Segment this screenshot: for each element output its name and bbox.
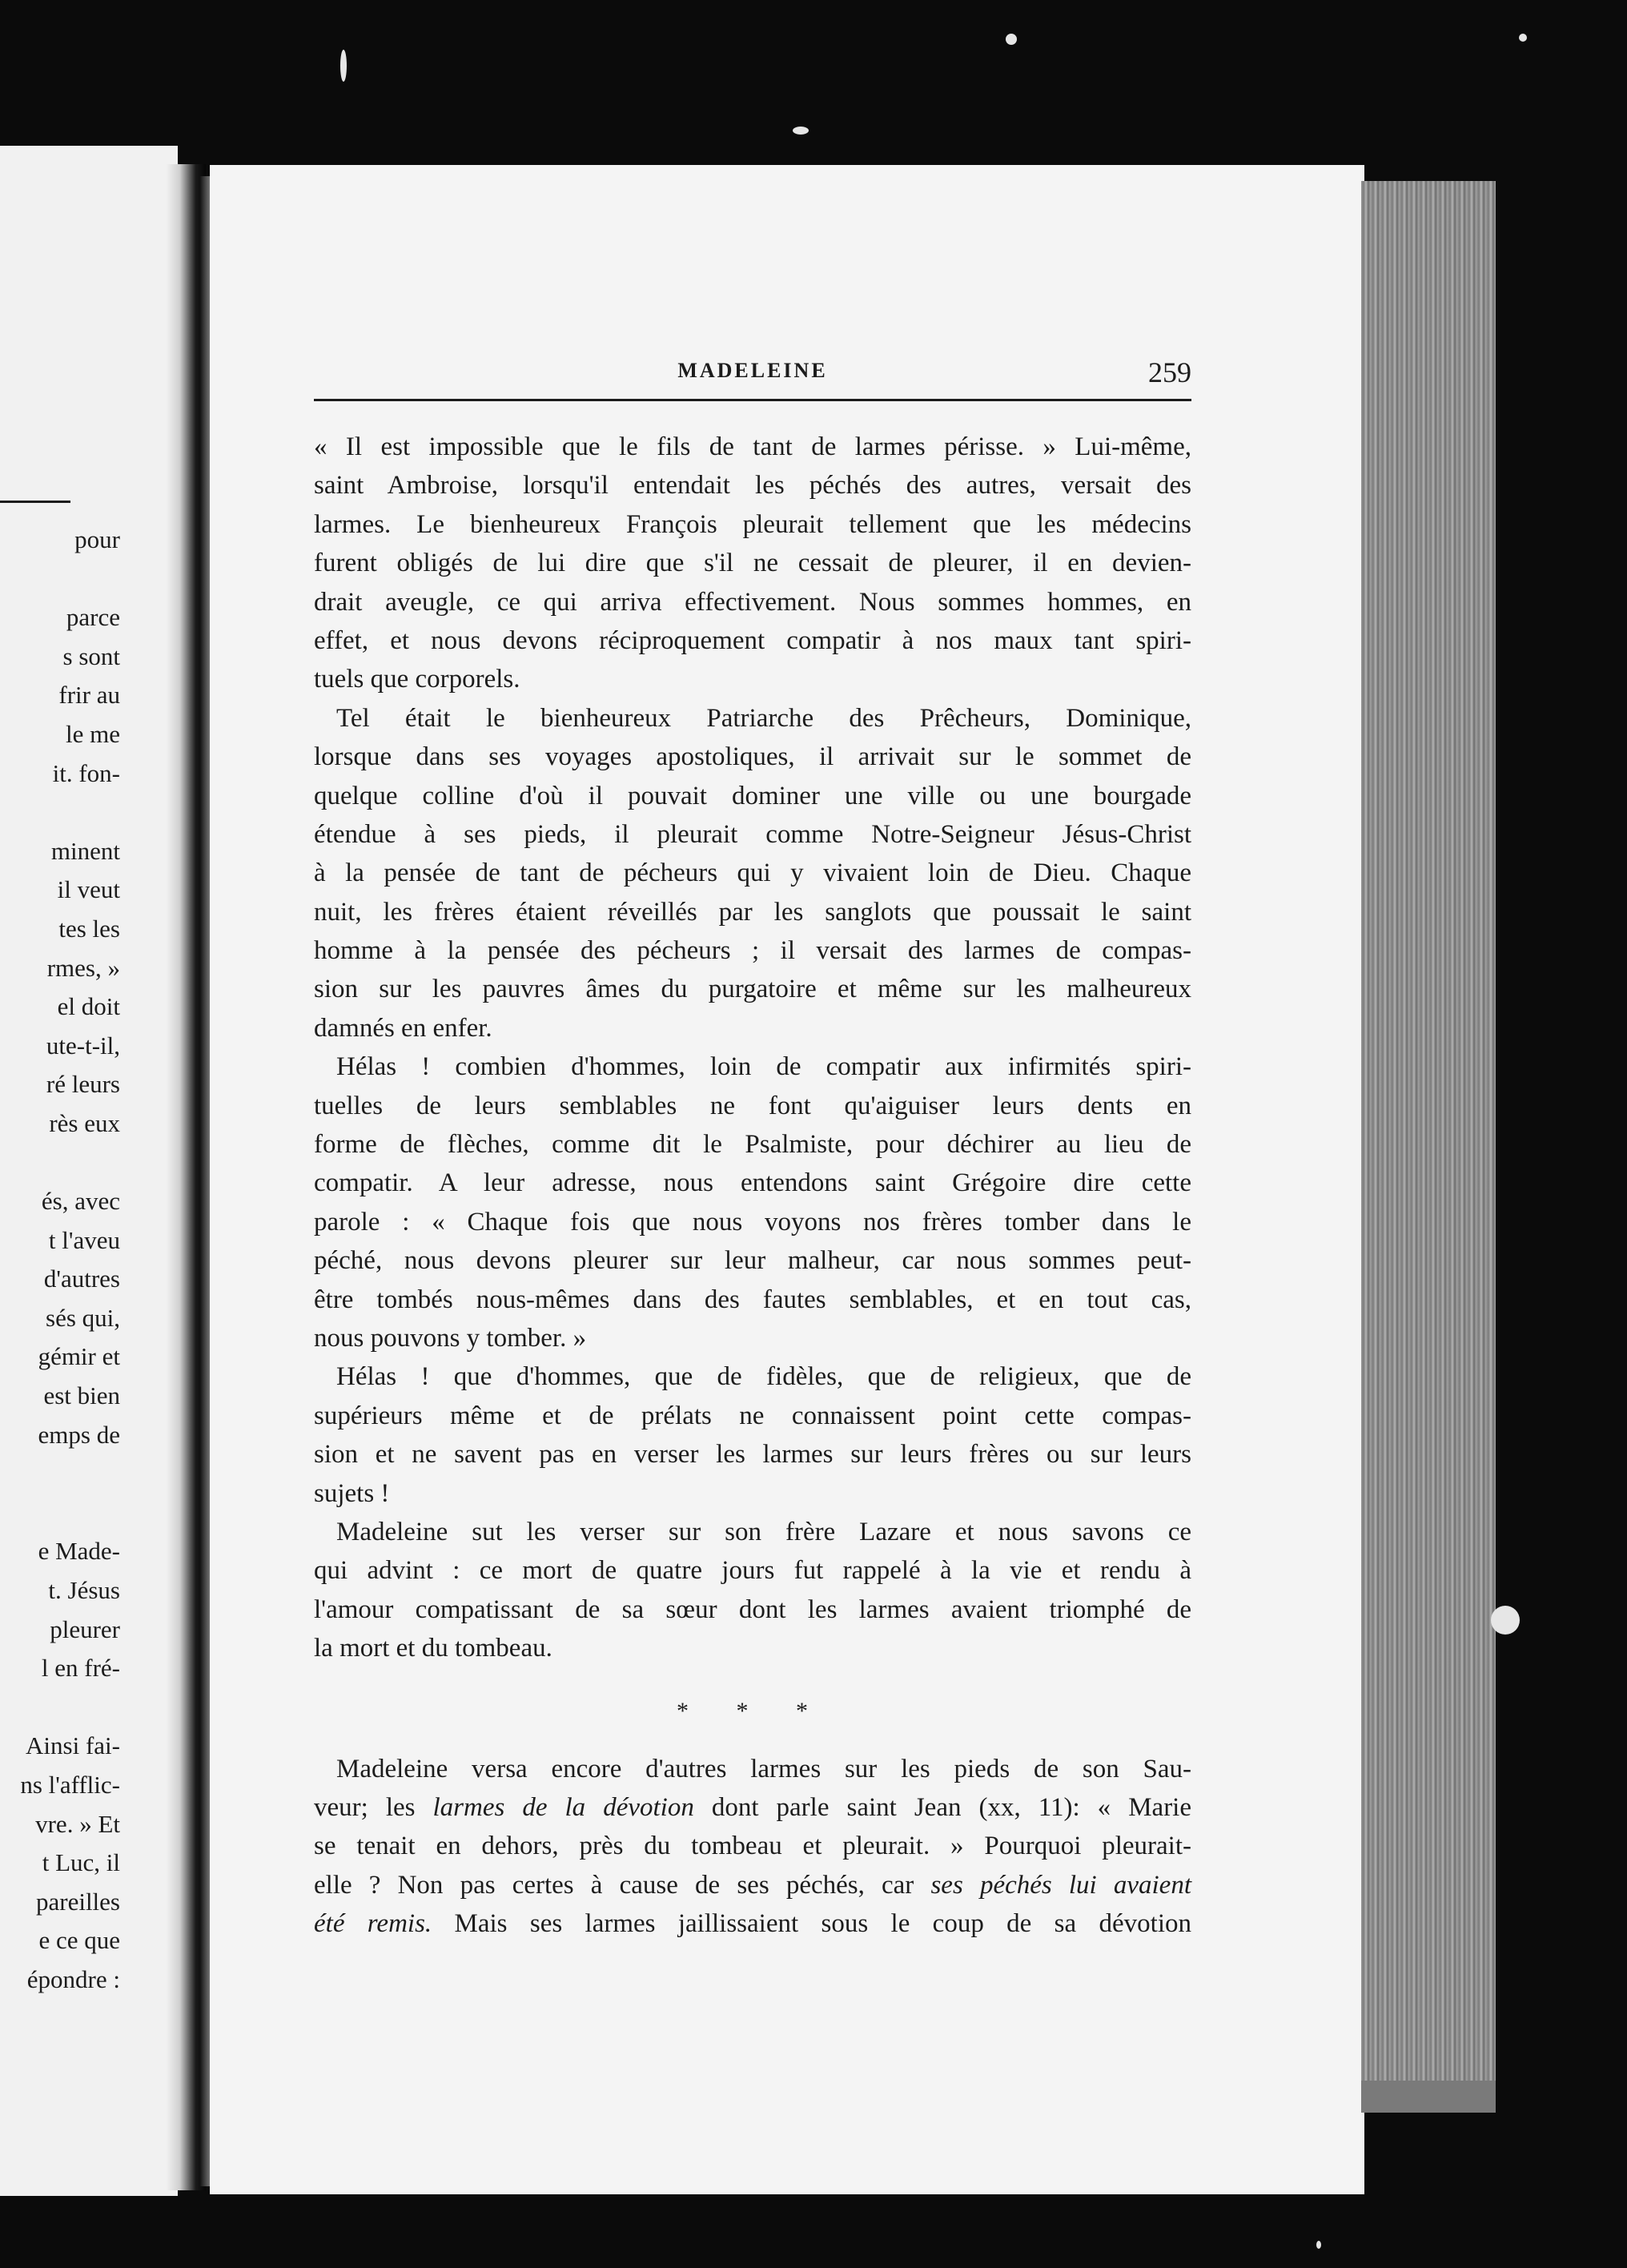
text-run: dont parle saint Jean (xx, 11): « Marie: [693, 1792, 1191, 1822]
left-page-line: [0, 560, 120, 599]
text-line: à la pensée de tant de pécheurs qui y vivaient loin de Dieu. Chaque: [314, 859, 1191, 888]
text-line: péché, nous devons pleurer sur leur malheur, car nous sommes peut-: [314, 1246, 1191, 1276]
left-page-rule: [0, 501, 70, 503]
text-line: tuels que corporels.: [314, 665, 520, 694]
left-page-line: s sont: [62, 641, 120, 670]
italic-phrase: été remis.: [314, 1909, 432, 1939]
left-page-line: [0, 1144, 120, 1183]
header-rule: [314, 399, 1191, 401]
text-line: quelque colline d'où il pouvait dominer une ville ou une bourgade: [314, 781, 1191, 810]
paragraph: [314, 1513, 1191, 1668]
left-page-text: [0, 521, 120, 2000]
text-line: qui advint : ce mort de quatre jours fut rappelé à la vie et rendu à: [314, 1556, 1191, 1586]
text-line: larmes. Le bienheureux François pleurait tellement que les médecins: [314, 509, 1191, 539]
left-page-line: e ce que: [38, 1926, 120, 1955]
left-page-line: és, avec: [41, 1187, 120, 1216]
text-line: parole : « Chaque fois que nous voyons nos frères tomber dans le: [314, 1207, 1191, 1237]
text-line: compatir. A leur adresse, nous entendons saint Grégoire dire cette: [314, 1168, 1191, 1198]
page-number: 259: [1148, 356, 1191, 388]
film-speck: [340, 50, 347, 82]
text-line: être tombés nous-mêmes dans des fautes semblables, et en tout cas,: [314, 1285, 1191, 1314]
text-line: saint Ambroise, lorsqu'il entendait les péchés des autres, versait des: [314, 471, 1191, 501]
left-page-line: el doit: [57, 992, 120, 1021]
film-speck: [1006, 34, 1017, 45]
left-page-line: rmes, »: [46, 953, 120, 982]
left-page-line: épondre :: [26, 1964, 120, 1993]
body-text: [314, 428, 1191, 1943]
italic-phrase: larmes de la dévotion: [432, 1792, 694, 1822]
text-line: [314, 1904, 1191, 1943]
text-line: Hélas ! combien d'hommes, loin de compatir aux infirmités spiri-: [336, 1052, 1191, 1082]
left-page-line: est bien: [43, 1381, 120, 1410]
italic-phrase: ses péchés lui avaient: [930, 1870, 1191, 1900]
film-speck: [1519, 34, 1527, 42]
text-line: Madeleine sut les verser sur son frère Lazare et nous savons ce: [336, 1517, 1191, 1546]
film-speck: [793, 127, 809, 135]
left-page-line: pleurer: [50, 1615, 120, 1643]
film-speck: [1316, 2241, 1321, 2249]
left-page-line: t Luc, il: [42, 1848, 120, 1877]
page-edges: [1361, 181, 1496, 2081]
text-line: damnés en enfer.: [314, 1013, 492, 1043]
left-page-line: vre. » Et: [35, 1809, 120, 1838]
text-line: [314, 1788, 1191, 1827]
left-page-line: tes les: [58, 914, 120, 943]
left-page-line: rès eux: [49, 1108, 120, 1137]
page-header: [314, 352, 1191, 416]
text-line: sujets !: [314, 1478, 390, 1508]
left-page-line: t l'aveu: [48, 1225, 120, 1254]
left-page-line: ute-t-il,: [46, 1031, 120, 1060]
text-line: l'amour compatissant de sa sœur dont les larmes avaient triomphé de: [314, 1594, 1191, 1624]
text-run: veur; les: [314, 1792, 433, 1822]
left-page-line: il veut: [57, 875, 120, 904]
left-page-line: ré leurs: [46, 1070, 120, 1099]
left-page-line: [0, 793, 120, 832]
text-run: elle ? Non pas certes à cause de ses péchés, car: [314, 1870, 931, 1900]
text-line: furent obligés de lui dire que s'il ne cessait de pleurer, il en devien-: [314, 549, 1191, 578]
left-page-line: t. Jésus: [48, 1576, 120, 1605]
left-page-line: pour: [74, 525, 120, 553]
left-page: [0, 146, 178, 2196]
text-line: se tenait en dehors, près du tombeau et pleurait. » Pourquoi pleurait-: [314, 1832, 1191, 1861]
left-page-line: e Made-: [38, 1537, 120, 1566]
paragraph: [314, 1750, 1191, 1944]
text-line: Hélas ! que d'hommes, que de fidèles, que de religieux, que de: [336, 1362, 1191, 1392]
page-edges-bottom: [1361, 2081, 1496, 2113]
text-line: sion et ne savent pas en verser les larmes sur leurs frères ou sur leurs: [314, 1440, 1191, 1470]
paragraph: [314, 1048, 1191, 1357]
left-page-line: emps de: [38, 1420, 120, 1449]
left-page-line: le me: [66, 719, 120, 748]
left-page-line: [0, 1454, 120, 1494]
left-page-line: parce: [66, 603, 120, 632]
text-line: nous pouvons y tomber. »: [314, 1323, 587, 1353]
text-line: [314, 1866, 1191, 1904]
left-page-line: d'autres: [43, 1265, 120, 1293]
text-line: « Il est impossible que le fils de tant de larmes périsse. » Lui-même,: [314, 432, 1191, 461]
film-speck: [1491, 1606, 1520, 1635]
left-page-line: Ainsi fai-: [26, 1731, 120, 1760]
text-line: la mort et du tombeau.: [314, 1634, 552, 1663]
text-line: homme à la pensée des pécheurs ; il versait des larmes de compas-: [314, 936, 1191, 966]
text-line: sion sur les pauvres âmes du purgatoire et même sur les malheureux: [314, 975, 1191, 1004]
left-page-line: sés qui,: [46, 1303, 120, 1332]
left-page-line: frir au: [58, 681, 120, 710]
paragraph: [314, 428, 1191, 699]
text-line: lorsque dans ses voyages apostoliques, il arrivait sur le sommet de: [314, 742, 1191, 772]
text-line: forme de flèches, comme dit le Psalmiste, pour déchirer au lieu de: [314, 1130, 1191, 1160]
text-line: tuelles de leurs semblables ne font qu'aiguiser leurs dents en: [314, 1091, 1191, 1120]
left-page-line: minent: [50, 836, 120, 865]
left-page-line: l en fré-: [41, 1654, 120, 1683]
text-line: supérieurs même et de prélats ne connaissent point cette compas-: [314, 1401, 1191, 1430]
text-line: effet, et nous devons réciproquement compatir à nos maux tant spiri-: [314, 625, 1191, 655]
left-page-line: gémir et: [38, 1342, 120, 1371]
running-title: MADELEINE: [677, 359, 828, 382]
text-line: Tel était le bienheureux Patriarche des Prêcheurs, Dominique,: [336, 703, 1191, 733]
left-page-line: it. fon-: [52, 758, 120, 787]
section-asterism: * * *: [677, 1697, 829, 1724]
text-run: Mais ses larmes jaillissaient sous le coup de sa dévotion: [432, 1909, 1191, 1939]
left-page-line: [0, 1688, 120, 1727]
text-line: Madeleine versa encore d'autres larmes sur les pieds de son Sau-: [336, 1754, 1191, 1783]
text-line: drait aveugle, ce qui arriva effectivement. Nous sommes hommes, en: [314, 587, 1191, 617]
left-page-line: pareilles: [35, 1887, 120, 1916]
text-line: étendue à ses pieds, il pleurait comme Notre-Seigneur Jésus-Christ: [314, 819, 1191, 849]
paragraph: [314, 1357, 1191, 1513]
text-line: nuit, les frères étaient réveillés par les sanglots que poussait le saint: [314, 897, 1191, 927]
paragraph: [314, 699, 1191, 1048]
left-page-line: [0, 1494, 120, 1533]
left-page-line: ns l'afflic-: [20, 1771, 120, 1799]
